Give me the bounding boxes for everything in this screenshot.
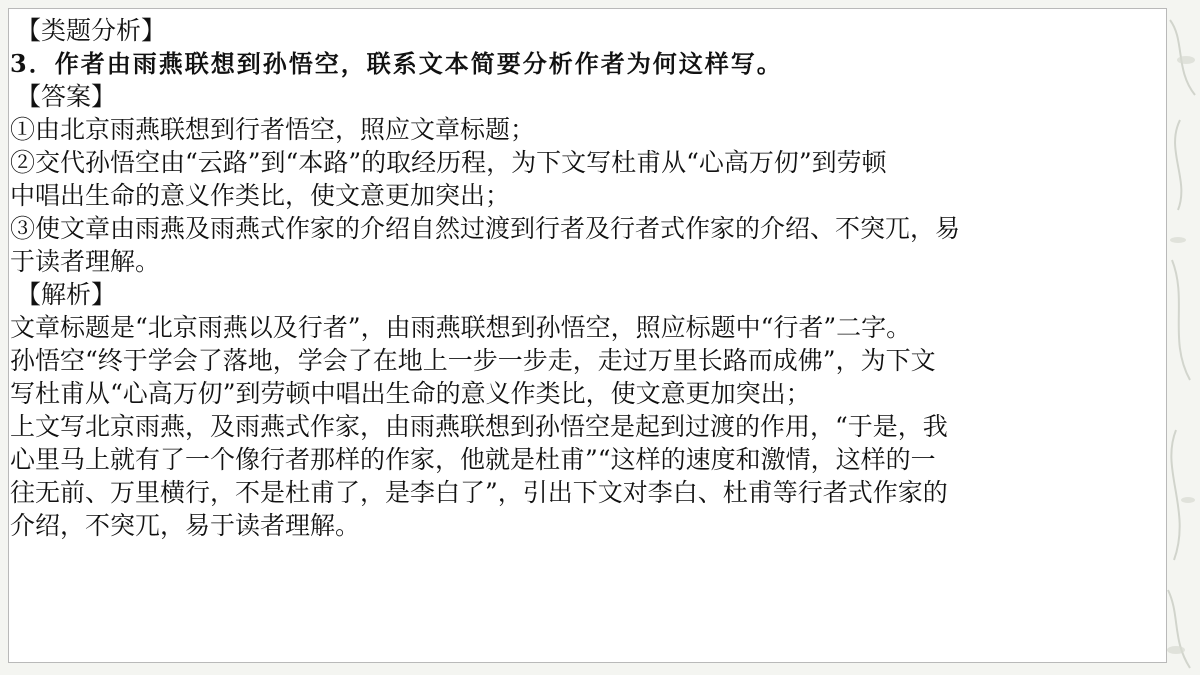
answer-label: 【答案】 [16, 82, 117, 111]
analysis-line: 孙悟空“终于学会了落地，学会了在地上一步一步走，走过万里长路而成佛”，为下文 [10, 346, 936, 375]
analysis-line: 写杜甫从“心高万仞”到劳顿中唱出生命的意义作类比，使文意更加突出； [10, 379, 811, 408]
analysis-line: 心里马上就有了一个像行者那样的作家，他就是杜甫”“这样的速度和激情，这样的一 [10, 445, 936, 474]
answer-line: ①由北京雨燕联想到行者悟空，照应文章标题； [10, 115, 536, 144]
slide-content [10, 14, 1155, 542]
answer-line: 中唱出生命的意义作类比，使文意更加突出； [10, 181, 511, 210]
answer-line: ②交代孙悟空由“云路”到“本路”的取经历程，为下文写杜甫从“心高万仞”到劳顿 [10, 148, 887, 177]
answer-line: ③使文章由雨燕及雨燕式作家的介绍自然过渡到行者及行者式作家的介绍、不突兀，易 [10, 214, 961, 243]
answer-line: 于读者理解。 [10, 247, 161, 276]
answer-block [10, 113, 1155, 278]
analysis-line: 文章标题是“北京雨燕以及行者”，由雨燕联想到孙悟空，照应标题中“行者”二字。 [10, 313, 912, 342]
category-label: 【类题分析】 [16, 16, 167, 45]
analysis-line: 上文写北京雨燕，及雨燕式作家，由雨燕联想到孙悟空是起到过渡的作用，“于是，我 [10, 412, 948, 441]
analysis-line: 介绍，不突兀，易于读者理解。 [10, 511, 361, 540]
analysis-block [10, 311, 1155, 542]
analysis-line: 往无前、万里横行，不是杜甫了，是李白了”，引出下文对李白、杜甫等行者式作家的 [10, 478, 948, 507]
question-text: 3．作者由雨燕联想到孙悟空，联系文本简要分析作者为何这样写。 [10, 49, 783, 78]
analysis-label: 【解析】 [16, 280, 117, 309]
